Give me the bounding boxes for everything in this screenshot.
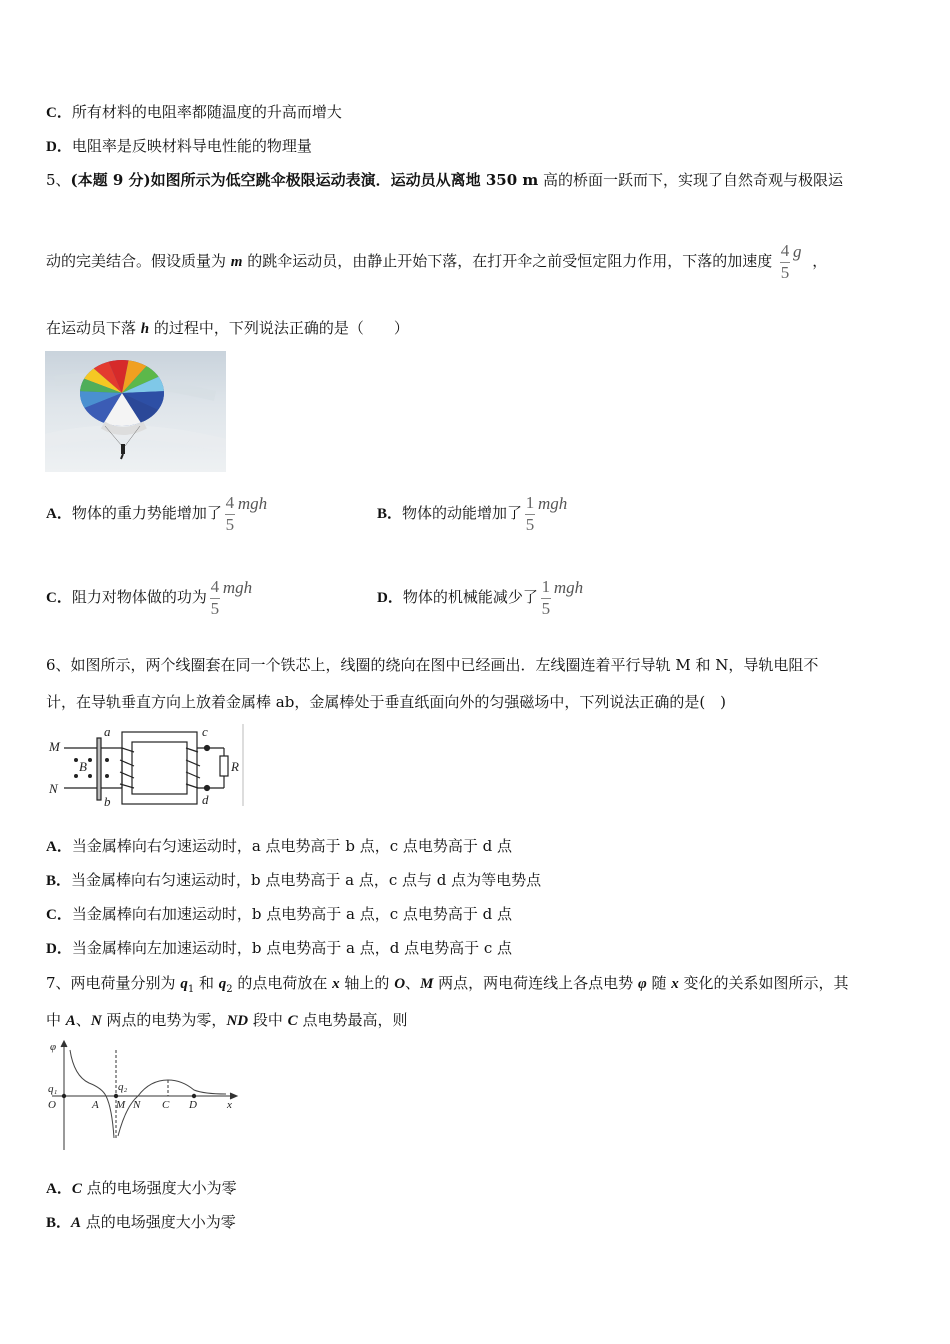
stem-text: 的过程中，下列说法正确的是（ ）: [149, 319, 409, 337]
option-label: C．: [46, 907, 72, 923]
label-b: b: [104, 794, 111, 808]
var-m: m: [230, 254, 243, 270]
option-label: C．: [46, 105, 72, 121]
option-label: B．: [46, 1215, 72, 1231]
option-text: 物体的重力势能增加了: [71, 504, 222, 522]
option-text: 当金属棒向右匀速运动时，a 点电势高于 b 点，c 点电势高于 d 点: [71, 837, 513, 855]
option-var: C: [71, 1181, 82, 1197]
label-N: N: [49, 781, 58, 796]
option-label: B．: [377, 506, 403, 522]
option-text: 当金属棒向左加速运动时，b 点电势高于 a 点，d 点电势高于 c 点: [71, 939, 513, 957]
stem-text: 的跳伞运动员，由静止开始下落，在打开伞之前受恒定阻力作用，下落的加速度: [242, 252, 773, 270]
stem-text: (本题 9 分)如图所示为低空跳伞极限运动表演．运动员从离地: [70, 171, 486, 189]
var-A: A: [65, 1013, 76, 1029]
var-g: g: [793, 242, 802, 261]
option-label: A．: [46, 506, 72, 522]
label-M: M: [49, 739, 60, 754]
math-expr: mgh: [538, 494, 568, 513]
option-label: A．: [46, 839, 72, 855]
fraction-numerator: 4: [780, 241, 790, 260]
option-text: 物体的机械能减少了: [402, 588, 538, 606]
label-d: d: [202, 792, 209, 807]
math-expr: mgh: [222, 578, 253, 597]
fraction-denominator: 5: [210, 599, 220, 618]
q5-option-b: [377, 490, 567, 536]
var-q2: q: [218, 976, 227, 992]
q5-stem-line2: [46, 238, 827, 284]
label-q1: q₁: [48, 1083, 58, 1095]
q5-option-a: [46, 490, 267, 536]
stem-text: 点电势最高，则: [297, 1011, 408, 1029]
fraction-denominator: 5: [525, 515, 535, 534]
prev-option-c: [46, 102, 342, 123]
stem-text: 高的桥面一跃而下，实现了自然奇观与极限运: [538, 171, 844, 189]
parachute-photo: [45, 351, 226, 472]
fraction: [224, 494, 236, 534]
option-label: D．: [46, 139, 72, 155]
var-C: C: [287, 1013, 298, 1029]
var-x: x: [332, 976, 340, 992]
label-C: C: [162, 1099, 170, 1111]
stem-text: 在运动员下落: [46, 319, 141, 337]
option-text: 电阻率是反映材料导电性能的物理量: [71, 137, 312, 155]
punctuation: ，: [812, 252, 828, 270]
option-text: 点的电场强度大小为零: [81, 1213, 236, 1231]
potential-vs-x-graph: [44, 1038, 244, 1153]
option-label: A．: [46, 1181, 72, 1197]
option-text: 阻力对物体做的功为: [71, 588, 207, 606]
math-expr: mgh: [237, 494, 268, 513]
stem-text: 和: [194, 974, 219, 992]
stem-text: 轴上的: [339, 974, 395, 992]
var-q1: q: [180, 976, 188, 992]
fraction-denominator: 5: [780, 263, 790, 282]
label-N: N: [133, 1099, 141, 1111]
label-D: D: [189, 1099, 197, 1111]
fraction-denominator: 5: [541, 599, 551, 618]
option-label: D．: [46, 941, 72, 957]
q6-stem-line2: 计，在导轨垂直方向上放着金属棒 ab，金属棒处于垂直纸面向外的匀强磁场中，下列说法正确的是( ): [46, 693, 727, 711]
fraction-denominator: 5: [225, 515, 235, 534]
label-B: B: [79, 759, 87, 774]
option-text: 当金属棒向右匀速运动时，b 点电势高于 a 点，c 点与 d 点为等电势点: [71, 871, 542, 889]
fraction-numerator: 4: [210, 577, 220, 596]
stem-text: 变化的关系如图所示，其: [678, 974, 849, 992]
label-O: O: [48, 1099, 56, 1111]
label-R: R: [231, 759, 239, 774]
label-M: M: [116, 1099, 126, 1111]
label-a: a: [104, 724, 111, 739]
label-q2: q₂: [118, 1081, 128, 1093]
label-c: c: [202, 724, 208, 739]
option-text: 物体的动能增加了: [402, 504, 523, 522]
q5-stem-line3: [46, 318, 409, 339]
q5-option-d: [377, 574, 583, 620]
q7-stem-line2: [46, 1010, 407, 1031]
var-O: O: [394, 976, 406, 992]
var-N: N: [90, 1013, 102, 1029]
q7-stem-line1: [46, 973, 849, 1000]
stem-text: 随: [646, 974, 672, 992]
option-text: 点的电场强度大小为零: [81, 1179, 237, 1197]
stem-text: 中: [46, 1011, 66, 1029]
label-x: x: [227, 1099, 232, 1111]
q7-option-b: [46, 1212, 236, 1233]
var-phi: φ: [637, 976, 647, 992]
label-A: A: [92, 1099, 99, 1111]
fraction: [524, 494, 536, 534]
q7-option-a: [46, 1178, 237, 1199]
q6-option-d: [46, 938, 512, 959]
q6-option-b: [46, 870, 541, 891]
q6-option-c: [46, 904, 512, 925]
q6-option-a: [46, 836, 512, 857]
math-expr: mgh: [553, 578, 584, 597]
fraction: [540, 578, 552, 618]
stem-text: 段中: [248, 1011, 288, 1029]
stem-text: 动的完美结合。假设质量为: [46, 252, 231, 270]
q5-option-c: [46, 574, 252, 620]
stem-text: 两点的电势为零，: [101, 1011, 227, 1029]
stem-text: 7、两电荷量分别为: [46, 974, 181, 992]
option-var: A: [71, 1215, 82, 1231]
stem-text: 、: [405, 974, 421, 992]
stem-text: 两点，两电荷连线上各点电势: [433, 974, 638, 992]
prev-option-d: [46, 136, 312, 157]
question-number: 5、: [46, 171, 71, 189]
stem-text: 、: [75, 1011, 91, 1029]
stem-text: 的点电荷放在: [232, 974, 333, 992]
subscript: 1: [187, 984, 195, 995]
var-M: M: [420, 976, 434, 992]
height-value: 350 m: [485, 171, 539, 189]
transformer-circuit-diagram: [44, 722, 246, 808]
var-ND: ND: [226, 1013, 249, 1029]
q6-stem-line1: 6、如图所示，两个线圈套在同一个铁芯上，线圈的绕向在图中已经画出．左线圈连着平行导轨 M 和 N，导轨电阻不: [46, 656, 819, 674]
option-text: 当金属棒向右加速运动时，b 点电势高于 a 点，c 点电势高于 d 点: [71, 905, 513, 923]
var-x: x: [671, 976, 679, 992]
option-label: D．: [377, 590, 403, 606]
fraction: [209, 578, 221, 618]
option-label: B．: [46, 873, 72, 889]
fraction-numerator: 1: [541, 577, 551, 596]
subscript: 2: [226, 984, 233, 995]
fraction-numerator: 1: [525, 493, 535, 512]
fraction-accel: [779, 242, 791, 282]
option-text: 所有材料的电阻率都随温度的升高而增大: [71, 103, 342, 121]
q5-stem-line1: [46, 170, 843, 190]
var-h: h: [140, 321, 150, 337]
option-label: C．: [46, 590, 72, 606]
label-phi: φ: [50, 1041, 57, 1053]
parachute-illustration: [45, 351, 226, 472]
fraction-numerator: 4: [225, 493, 235, 512]
